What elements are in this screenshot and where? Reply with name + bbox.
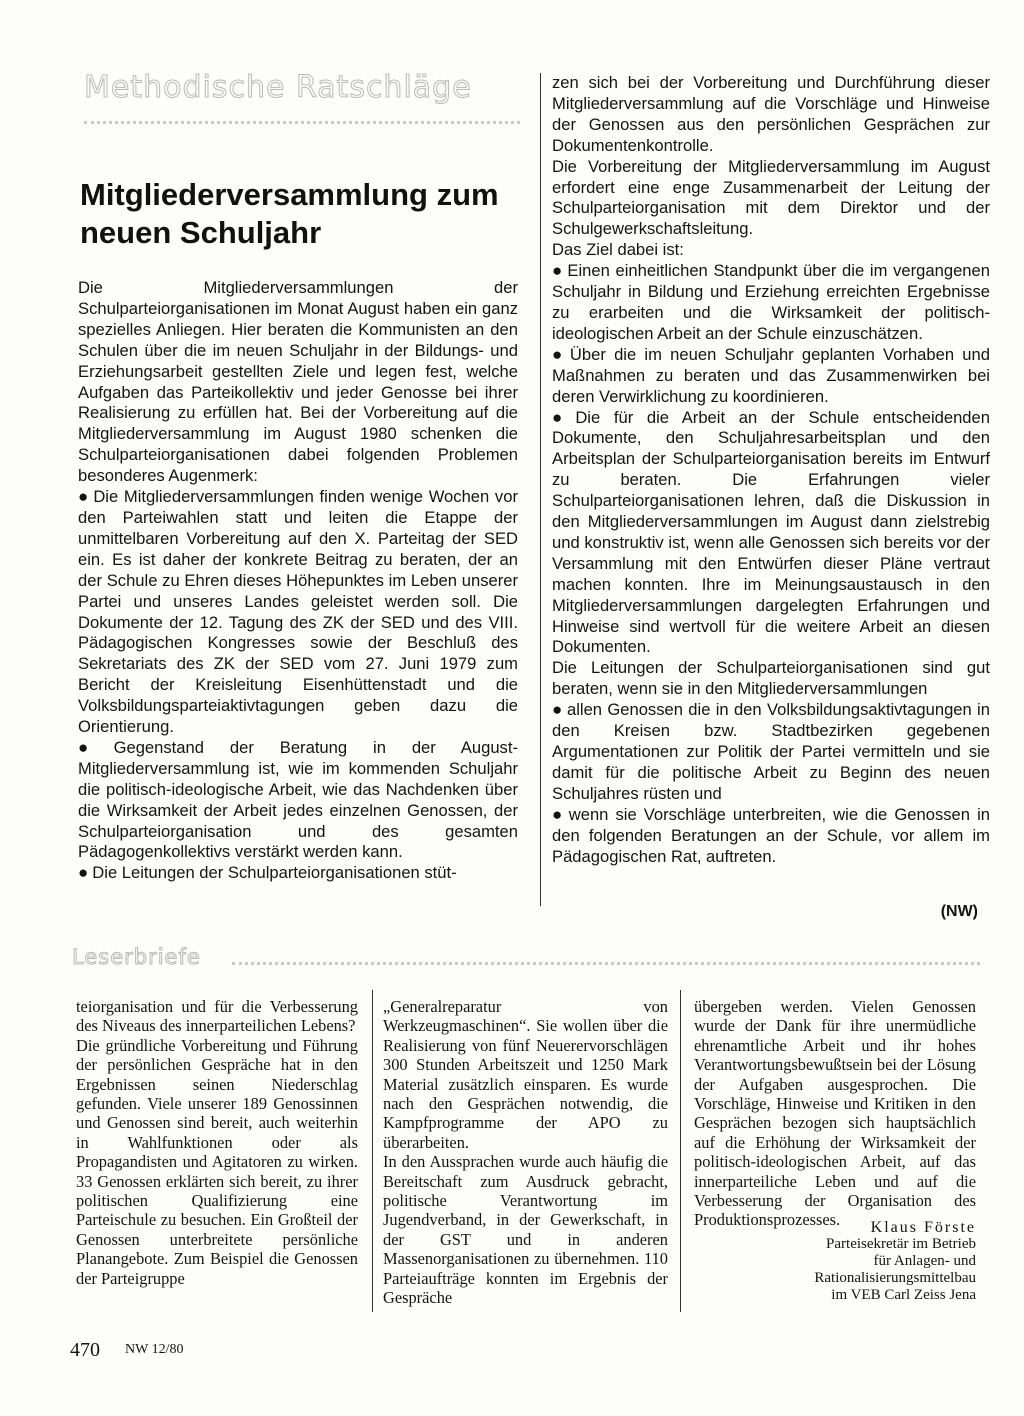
bullet-paragraph: ● Über die im neuen Schuljahr geplanten Vorhaben und Maßnahmen zu beraten und das Zusammenwirken bei deren Verwirklichung zu koordinieren.	[552, 344, 990, 406]
bullet-icon: ●	[552, 700, 563, 720]
bullet-icon: ●	[78, 737, 110, 757]
bullet-paragraph: ● Einen einheitlichen Standpunkt über die im vergangenen Schuljahr in Bildung und Erziehung erreichten Ergebnisse zu erarbeiten und die Wirksamkeit der politisch-ideologischen Arbeit an der Schule einzuschätzen.	[552, 261, 990, 343]
dotted-rule	[84, 121, 520, 124]
article-column-right	[552, 73, 990, 867]
page-number: 470	[70, 1339, 100, 1361]
paragraph: zen sich bei der Vorbereitung und Durchführung dieser Mitgliederversammlung auf die Vorschläge und Hinweise der Genossen aus den persönlichen Gesprächen zur Dokumentenkontrolle.	[552, 73, 990, 155]
paragraph: Die Mitgliederversammlungen der Schulparteiorganisationen im Monat August haben ein ganz spezielles Anliegen. Hier beraten die Kommunisten an den Schulen über die im neuen Schuljahr in der Bildungs- und Erziehungsarbeit gestellten Ziele und legen fest, welche Aufgaben das Parteikollektiv und jeder Genosse bei ihrer Realisierung zu erfüllen hat. Bei der Vorbereitung auf die Mitgliederversammlung im August 1980 schenken die Schulparteiorganisationen dabei folgenden Problemen besonderes Augenmerk:	[78, 278, 518, 486]
paragraph: Die gründliche Vorbereitung und Führung der persönlichen Gespräche hat in den Ergebnissen seinen Niederschlag gefunden. Viele unserer 189 Genossinnen und Genossen sind bereit, auch weiterhin in Wahlfunktionen oder als Propagandisten und Agitatoren zu wirken. 33 Genossen erklärten sich bereit, zu ihrer politischen Qualifizierung eine Parteischule zu besuchen. Ein Großteil der Genossen unterbreitete persönliche Planangebote. Zum Beispiel die Genossen der Parteigruppe	[76, 1035, 358, 1288]
section-heading-methodische-ratschlaege: Methodische Ratschläge	[84, 70, 472, 105]
bullet-icon: ●	[552, 261, 564, 281]
paragraph: teiorganisation und für die Verbesserung des Niveaus des innerparteilichen Lebens?	[76, 997, 358, 1036]
dotted-rule	[232, 962, 980, 965]
letter-column-1	[76, 997, 358, 1288]
paragraph: übergeben werden. Vielen Genossen wurde der Dank für ihre unermüdliche ehrenamtliche Arbeit und ihr hohes Verantwortungsbewußtsein bei der Lösung der Aufgaben ausgesprochen. Die Vorschläge, Hinweise und Kritiken in den Gesprächen bezogen sich hauptsächlich auf die Erhöhung der Wirksamkeit der politisch-ideologischen Arbeit, auf das innerparteiliche Leben und auf die Verbesserung der Organisation des Produktionsprozesses.	[694, 997, 976, 1230]
author-role-line: Parteisekretär im Betrieb	[826, 1236, 976, 1252]
bullet-icon: ●	[552, 344, 566, 364]
article-signature: (NW)	[940, 903, 978, 920]
bullet-paragraph: ● wenn sie Vorschläge unterbreiten, wie die Genossen in den folgenden Beratungen an der Schule, vor allem im Pädagogischen Rat, auftreten.	[552, 804, 990, 866]
bullet-paragraph: ● allen Genossen die in den Volksbildungsaktivtagungen in den Kreisen bzw. Stadtbezirken gegebenen Argumentationen zur Politik der Partei vermitteln und sie damit für die politische Arbeit zu Beginn des neuen Schuljahres rüsten und	[552, 700, 990, 803]
bullet-paragraph: ● Die Mitgliederversammlungen finden wenige Wochen vor den Parteiwahlen statt und leiten die Etappe der unmittelbaren Vorbereitung auf den X. Parteitag der SED ein. Es ist daher der konkrete Beitrag zu beraten, der an der Schule zu Ehren dieses Höhepunktes im Leben unserer Partei und unseres Landes geleistet werden soll. Die Dokumente der 12. Tagung des ZK der SED und des VIII. Pädagogischen Kongresses sowie der Beschluß des Sekretariats des ZK der SED vom 27. Juni 1979 zum Bericht der Kreisleitung Eisenhüttenstadt und die Volksbildungsparteiaktivtagungen geben dazu die Orientierung.	[78, 487, 518, 737]
bullet-icon: ●	[552, 804, 565, 824]
paragraph: Das Ziel dabei ist:	[552, 240, 684, 260]
paragraph: Die Vorbereitung der Mitgliederversammlung im August erfordert eine enge Zusammenarbeit der Leitung der Schulparteiorganisation mit dem Direktor und der Schulgewerkschaftsleitung.	[552, 156, 990, 239]
author-role-line: im VEB Carl Zeiss Jena	[831, 1287, 976, 1303]
article-headline: Mitgliederversammlung zum neuen Schuljahr	[80, 177, 499, 250]
bullet-paragraph: ● Gegenstand der Beratung in der August-Mitgliederversammlung ist, wie im kommenden Schuljahr die politisch-ideologische Arbeit, wie das Nachdenken über die Wirksamkeit der Arbeit jedes einzelnen Genossen, der Schulparteiorganisation und des gesamten Pädagogenkollektivs verstärkt werden kann.	[78, 737, 518, 862]
bullet-icon: ●	[552, 407, 572, 427]
section-heading-leserbriefe: Leserbriefe	[72, 945, 201, 969]
bullet-icon: ●	[78, 487, 90, 507]
article-column-left	[78, 278, 518, 884]
author-role-line: für Anlagen- und	[873, 1253, 976, 1269]
letter-column-3	[694, 997, 976, 1230]
bullet-paragraph: ● Die Leitungen der Schulparteiorganisationen stüt-	[78, 863, 457, 883]
paragraph: „Generalreparatur von Werkzeugmaschinen“. Sie wollen über die Realisierung von fünf Neuerervorschlägen 300 Stunden Arbeitszeit und 1250 Mark Material zusätzlich einsparen. Es wurde nach den Gesprächen notwendig, die Kampfprogramme der APO zu überarbeiten.	[383, 997, 668, 1152]
letter-column-2	[383, 997, 668, 1308]
bullet-paragraph: ● Die für die Arbeit an der Schule entscheidenden Dokumente, den Schuljahresarbeitsplan und den Arbeitsplan der Schulparteiorganisation bereits im Entwurf zu beraten. Die Erfahrungen vieler Schulparteiorganisationen lehren, daß die Diskussion in den Mitgliederversammlungen im August dann zielstrebig und konstruktiv ist, wenn alle Genossen sich bereits vor der Versammlung mit den Entwürfen dieser Pläne vertraut machen konnten. Ihre im Meinungsaustausch in den Mitgliederversammlungen dargelegten Erfahrungen und Hinweise sind wertvoll für die weitere Arbeit an diesen Dokumenten.	[552, 407, 990, 657]
letter-author	[716, 1219, 976, 1304]
author-role-line: Rationalisierungsmittelbau	[814, 1270, 976, 1286]
bullet-icon: ●	[78, 863, 89, 883]
issue-label: NW 12/80	[125, 1342, 184, 1357]
column-divider	[540, 73, 541, 906]
column-divider	[680, 990, 681, 1312]
column-divider	[372, 990, 373, 1312]
author-name: Klaus Förste	[870, 1219, 976, 1236]
paragraph: Die Leitungen der Schulparteiorganisationen sind gut beraten, wenn sie in den Mitgliederversammlungen	[552, 658, 990, 699]
paragraph: In den Aussprachen wurde auch häufig die Bereitschaft zum Ausdruck gebracht, politische Verantwortung im Jugendverband, in der Gewerkschaft, in der GST und in anderen Massenorganisationen zu übernehmen. 110 Parteiaufträge konnten im Ergebnis der Gespräche	[383, 1152, 668, 1308]
